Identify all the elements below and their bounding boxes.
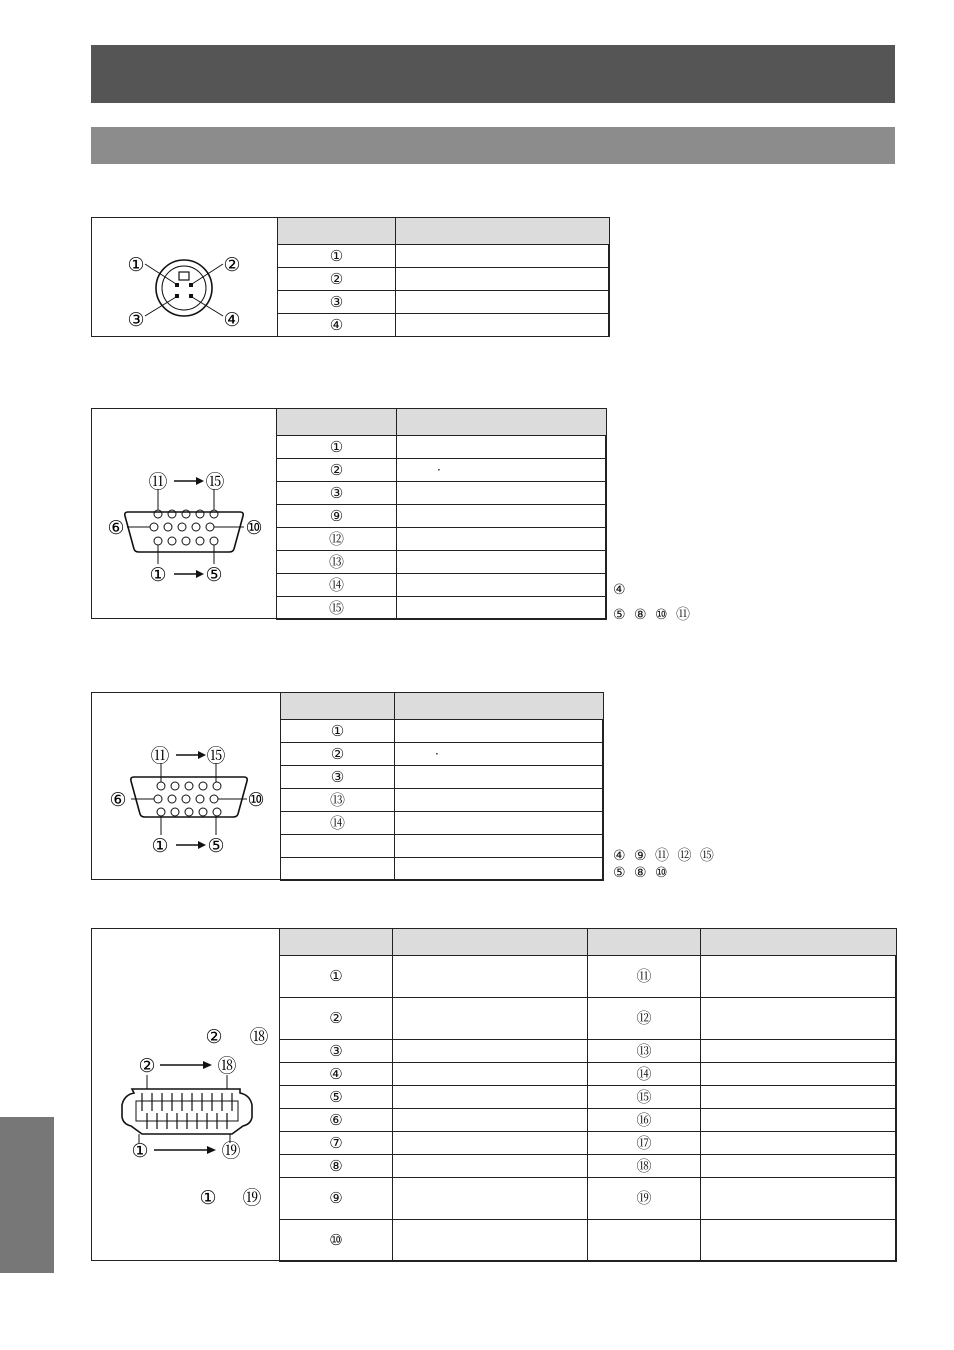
table-row: ⑬ bbox=[277, 551, 607, 574]
hdmi-top-ref-18: ⑱ bbox=[249, 1026, 269, 1048]
signal-header bbox=[397, 409, 607, 436]
hdmi-label-2: ② bbox=[138, 1055, 156, 1077]
s-video-label-1: ① bbox=[127, 254, 145, 276]
table-row: ⑦ ⑰ bbox=[280, 1132, 897, 1155]
rgb1-connector-diagram bbox=[92, 409, 276, 618]
s-video-label-4: ④ bbox=[223, 309, 241, 331]
rgb2-label-5: ⑤ bbox=[207, 835, 225, 857]
pin-header bbox=[281, 693, 395, 720]
signal-header bbox=[395, 693, 604, 720]
table-row bbox=[281, 858, 604, 881]
hdmi-connector-diagram bbox=[92, 929, 279, 1260]
rgb2-label-6: ⑥ bbox=[109, 789, 127, 811]
signal-header bbox=[701, 929, 897, 956]
hdmi-label-18: ⑱ bbox=[217, 1055, 237, 1077]
hdmi-label-19: ⑲ bbox=[221, 1140, 241, 1162]
section-title-bar bbox=[91, 127, 895, 164]
table-row: ⑫ bbox=[277, 528, 607, 551]
hdmi-pin-table bbox=[279, 928, 897, 1262]
table-row: ③ ⑬ bbox=[280, 1040, 897, 1063]
rgb2-label-15: ⑮ bbox=[206, 745, 226, 767]
table-row: ① bbox=[278, 245, 610, 268]
signal-header bbox=[393, 929, 588, 956]
table-row: ⑨ bbox=[277, 505, 607, 528]
rgb2-connector-diagram bbox=[92, 693, 280, 879]
table-row: ① ⑪ bbox=[280, 956, 897, 998]
table-row: ⑭ bbox=[281, 812, 604, 835]
rgb1-label-5: ⑤ bbox=[205, 564, 223, 586]
table-row: ② ⑫ bbox=[280, 998, 897, 1040]
table-row: ③ bbox=[281, 766, 604, 789]
page-title-bar bbox=[91, 45, 895, 103]
table-row: ② bbox=[278, 268, 610, 291]
table-row: ② · bbox=[281, 743, 604, 766]
table-row: ⑥ ⑯ bbox=[280, 1109, 897, 1132]
rgb2-label-11: ⑪ bbox=[150, 745, 170, 767]
rgb1-label-10: ⑩ bbox=[245, 517, 263, 539]
table-row: ① bbox=[281, 720, 604, 743]
table-row: ① bbox=[277, 436, 607, 459]
rgb2-pin-table bbox=[280, 692, 604, 881]
pin-header bbox=[588, 929, 701, 956]
hdmi-bottom-ref-1: ① bbox=[199, 1187, 217, 1209]
pin-header bbox=[280, 929, 393, 956]
rgb2-label-1: ① bbox=[151, 835, 169, 857]
table-row: ④ bbox=[278, 314, 610, 337]
hdmi-bottom-ref-19: ⑲ bbox=[242, 1187, 262, 1209]
table-row: ⑧ ⑱ bbox=[280, 1155, 897, 1178]
table-row: ③ bbox=[277, 482, 607, 505]
rgb1-note-2: ⑤ ⑧ ⑩ ⑪ bbox=[613, 607, 693, 623]
table-row: ⑩ bbox=[280, 1220, 897, 1262]
table-row: ④ ⑭ bbox=[280, 1063, 897, 1086]
table-row: ③ bbox=[278, 291, 610, 314]
s-video-connector-diagram bbox=[92, 218, 277, 336]
s-video-pin-table bbox=[277, 217, 610, 337]
table-row bbox=[281, 835, 604, 858]
table-row: ② · bbox=[277, 459, 607, 482]
table-row: ⑨ ⑲ bbox=[280, 1178, 897, 1220]
table-row: ⑮ bbox=[277, 597, 607, 620]
hdmi-label-1: ① bbox=[131, 1140, 149, 1162]
rgb2-note-2: ⑤ ⑧ ⑩ bbox=[613, 865, 670, 881]
table-row: ⑭ bbox=[277, 574, 607, 597]
rgb2-note-1: ④ ⑨ ⑪ ⑫ ⑮ bbox=[613, 848, 716, 864]
pin-header bbox=[278, 218, 396, 245]
rgb1-pin-table bbox=[276, 408, 607, 620]
signal-header bbox=[396, 218, 610, 245]
rgb1-label-1: ① bbox=[149, 564, 167, 586]
table-row: ⑤ ⑮ bbox=[280, 1086, 897, 1109]
side-index-tab bbox=[0, 1117, 54, 1273]
table-row: ⑬ bbox=[281, 789, 604, 812]
s-video-label-2: ② bbox=[223, 254, 241, 276]
rgb1-label-6: ⑥ bbox=[107, 517, 125, 539]
rgb1-label-11: ⑪ bbox=[148, 471, 168, 493]
pin-header bbox=[277, 409, 397, 436]
rgb1-label-15: ⑮ bbox=[205, 471, 225, 493]
rgb2-label-10: ⑩ bbox=[247, 789, 265, 811]
s-video-label-3: ③ bbox=[127, 309, 145, 331]
rgb1-note-1: ④ bbox=[613, 582, 628, 598]
hdmi-top-ref-2: ② bbox=[205, 1026, 223, 1048]
